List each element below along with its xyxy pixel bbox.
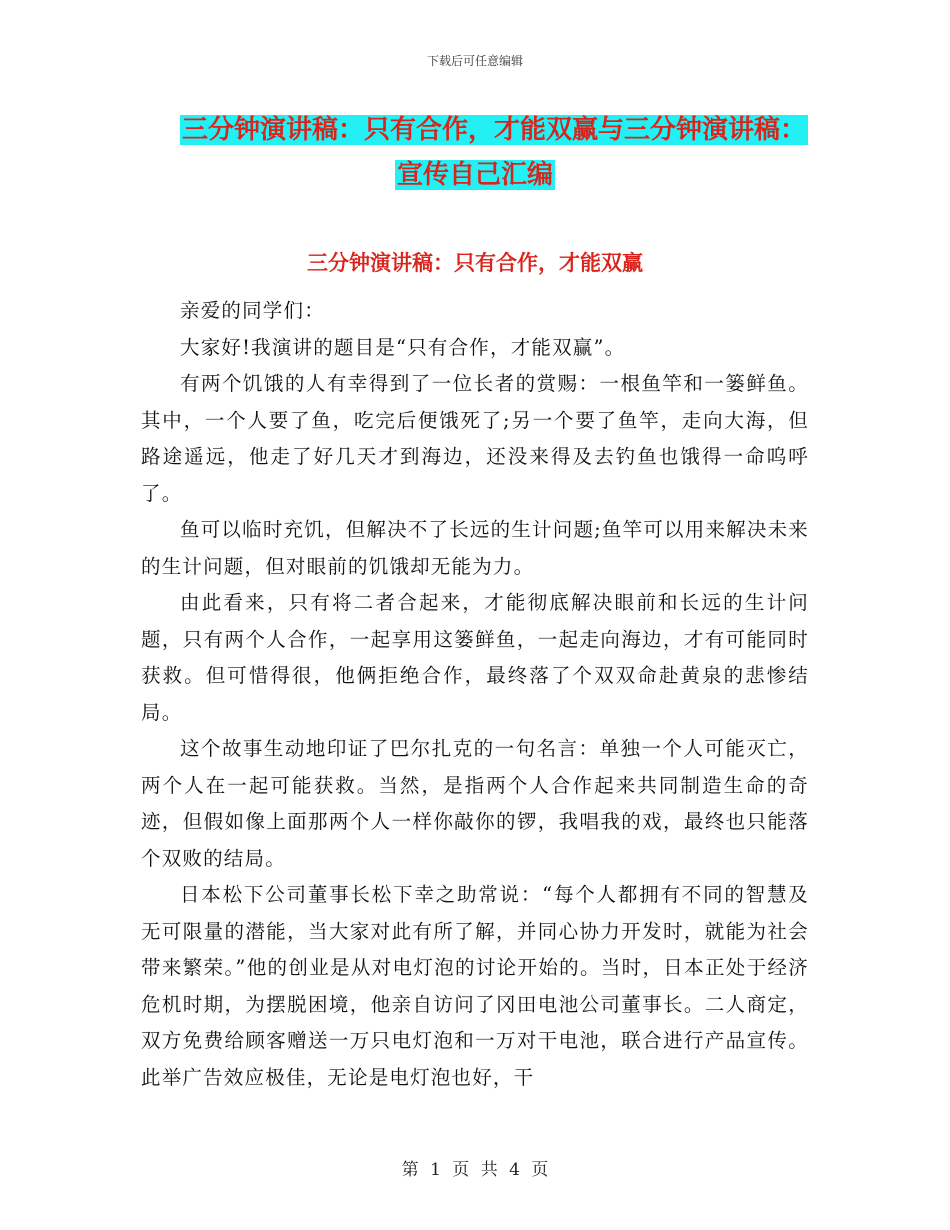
document-title-line-1: 三分钟演讲稿：只有合作，才能双赢与三分钟演讲稿： — [181, 115, 806, 145]
paragraph-story: 有两个饥饿的人有幸得到了一位长者的赏赐：一根鱼竿和一篓鲜鱼。其中，一个人要了鱼，吃完后便饿死了;另一个要了鱼竿，走向大海，但路途遥远，他走了好几天才到海边，还没来得及去钓鱼也饿得一命呜呼了。 — [141, 372, 809, 505]
page-header-note: 下载后可任意编辑 — [426, 54, 523, 68]
paragraph-conclusion: 由此看来，只有将二者合起来，才能彻底解决眼前和长远的生计问题，只有两个人合作，一起享用这篓鲜鱼，一起走向海边，才有可能同时获救。但可惜得很，他俩拒绝合作，最终落了个双双命赴黄泉的悲惨结局。 — [141, 591, 809, 724]
paragraph-matsushita: 日本松下公司董事长松下幸之助常说：“每个人都拥有不同的智慧及无可限量的潜能，当大家对此有所了解，并同心协力开发时，就能为社会带来繁荣。”他的创业是从对电灯泡的讨论开始的。当时，日本正处于经济危机时期，为摆脱困境，他亲自访问了冈田电池公司董事长。二人商定，双方免费给顾客赠送一万只电灯泡和一万对干电池，联合进行产品宣传。此举广告效应极佳，无论是电灯泡也好，干 — [141, 883, 809, 1089]
paragraph-intro: 大家好!我演讲的题目是“只有合作，才能双赢”。 — [180, 335, 626, 359]
document-title-line-2: 宣传自己汇编 — [396, 160, 553, 190]
document-body — [141, 293, 809, 1096]
page-footer-number: 第 1 页 共 4 页 — [401, 1160, 549, 1180]
paragraph-fish-rod: 鱼可以临时充饥，但解决不了长远的生计问题;鱼竿可以用来解决未来的生计问题，但对眼前的饥饿却无能为力。 — [141, 518, 809, 578]
paragraph-balzac-quote: 这个故事生动地印证了巴尔扎克的一句名言：单独一个人可能灭亡，两个人在一起可能获救。当然，是指两个人合作起来共同制造生命的奇迹，但假如像上面那两个人一样你敲你的锣，我唱我的戏，最终也只能落个双败的结局。 — [141, 737, 809, 870]
paragraph-greeting: 亲爱的同学们： — [180, 299, 325, 322]
section-title: 三分钟演讲稿：只有合作，才能双赢 — [307, 251, 643, 275]
document-title — [0, 108, 950, 198]
